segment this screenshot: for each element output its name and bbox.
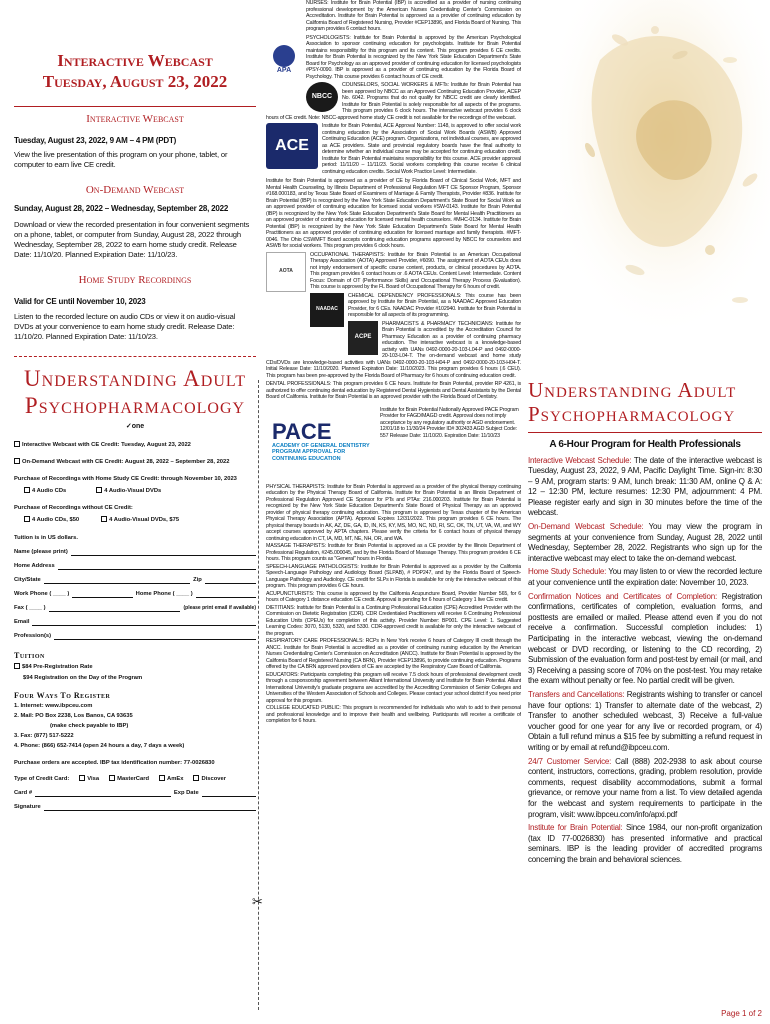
pharm-text: PHARMACISTS & PHARMACY TECHNICIANS: Institute for Brain Potential is accredited by the Accreditation Council for Pharmacy Education as a provider of continuing pharmacy education. The interactive webcast is a knowledge-based activity with UANs 0492-0000-20-103-L04-P and 0492-0000-20-103-L04-T. The on-demand webcast and home study CDs/DVDs are knowledge-based activities with UANs 0492-0000-20-103-H04-P and 0492-0000-20-103-H04-T. Initial Release Date: 11/10/2020. Planned Expiration Date: 11/10/2023. This program provides 6 hours (.6 CEU). This program has been pre-approved by the Florida Board of Pharmacy for 6 hours of continuing education credit. bbox=[266, 320, 521, 379]
diet-text: DIETITIANS: Institute for Brain Potential is a Continuing Professional Education (CPE) Accredited Provider with the Commission on Dietetic Registration (CDR). CDR Credentialed Practitioners will receive 6 Continuing Professional Education Units (CPEUs) for completion of this activity. Provider Number: BP001. CPE Level: 1. Suggested Learning Codes: 3070, 5130, 5320, and 5330. CDR-approved credit is available for only the interactive webcast of the program. bbox=[266, 604, 521, 637]
checkbox[interactable] bbox=[14, 441, 20, 447]
form-title-2: Psychopharmacology bbox=[24, 392, 246, 418]
form-title-1: Understanding Adult bbox=[24, 365, 246, 391]
address-field[interactable]: Home Address bbox=[14, 562, 256, 570]
way-phone: 4. Phone: (866) 652-7414 (open 24 hours a day, 7 days a week) bbox=[14, 742, 185, 749]
card-number-field[interactable]: Card # Exp Date bbox=[14, 789, 256, 797]
cut-line bbox=[14, 356, 256, 357]
fax-field[interactable]: Fax ( ____ ) (please print email if available) bbox=[14, 604, 256, 611]
webcast-schedule: Interactive Webcast Schedule: The date of the interactive webcast is Tuesday, August 23, 2022, 9 AM, Pacific Daylight Time. Sign-in: 8:30 – 9 AM, program starts: 9 AM, lunch break: 11:30 AM, online Q & A: 12 – 12:30 PM, lecture resumes: 12:30 PM, adjournment: 4 PM. Please register early and sign in 30 minutes before the time of the webcast. bbox=[528, 455, 762, 518]
way-mail: 2. Mail: PO Box 2238, Los Banos, CA 93635 bbox=[14, 712, 133, 719]
profession-field[interactable]: Profession(s) bbox=[14, 632, 256, 640]
program-title-1: Understanding Adult bbox=[528, 378, 737, 402]
dental-text: DENTAL PROFESSIONALS: This program provides 6 CE hours. Institute for Brain Potential, provider RP 4261, is authorized to offer continuing dental education by Registered Dental Hygienists and Dental Assistants by the Dental Board of California. Institute for Brain Potential is an approved provider with the Florida Board of Dentistry. bbox=[266, 381, 521, 400]
tuition-note: Tuition is in US dollars. bbox=[14, 534, 78, 541]
ondemand-date: Sunday, August 28, 2022 – Wednesday, September 28, 2022 bbox=[14, 204, 229, 214]
naadac-logo: NAADAC bbox=[310, 293, 344, 327]
home-study-text: Listen to the recorded lecture on audio CDs or view it on audio-visual DVDs at your convenience to earn home study credit. Release Date: 11/10/20. Planned Expiration Date: 11/10/23. bbox=[14, 311, 236, 341]
home-study-schedule: Home Study Schedule: You may listen to or view the recorded lecture at your convenience until the expiration date: November 10, 2023. bbox=[528, 567, 762, 588]
ways-heading: Four Ways To Register bbox=[14, 690, 111, 700]
amex-option[interactable]: AmEx bbox=[159, 775, 183, 783]
college-text: COLLEGE EDUCATED PUBLIC: This program is recommended for individuals who wish to add to their personal and professional knowledge and to improve their health and wellbeing. Participants will receive a certificate of completion for 6 hours. bbox=[266, 705, 521, 724]
tuition-heading: Tuition bbox=[14, 650, 45, 660]
purchase-no-ce-label: Purchase of Recordings without CE Credit: bbox=[14, 504, 133, 511]
acpe-logo: ACPE bbox=[348, 321, 378, 355]
webcast-date-title: Tuesday, August 23, 2022 bbox=[42, 72, 228, 91]
educ-text: EDUCATORS: Participants completing this program will receive 7.5 clock hours of professional development credit through a cosponsorship agreement between Alliant International University and Institute for Brain Potential. Alliant International University's graduate programs are accredited by the Accrediting Commission of Senior Colleges and Universities of the Western Association of Schools and Colleges. Please contact your school district if you need prior approval for this program. bbox=[266, 671, 521, 704]
ace-logo: ACE bbox=[266, 123, 318, 169]
customer-service-info: 24/7 Customer Service: Call (888) 202-2938 to ask about course content, instructors, corrections, grading, problem resolution, provide comments, request disability accommodations, submit a formal grievance, or remove your name from a list. To view detailed agenda for the webcast and system requirements to participate in the program, visit: www.ibpceu.com/info/apxi.pdf bbox=[528, 756, 762, 819]
counselors-text: COUNSELORS, SOCIAL WORKERS & MFTs: Institute for Brain Potential has been approved by NBCC as an Approved Continuing Education Provider, ACEP No. 6042. Programs that do not qualify for NBCC credit are clearly identified. Institute for Brain Potential is solely responsible for all aspects of the programs. This program provides 6 clock hours. The interactive webcast provides 6 clock hours of CE credit. Note: NBCC-approved home study CE credit is not available for the recordings of the webcast. bbox=[266, 82, 521, 121]
city-zip-field[interactable]: City/State Zip bbox=[14, 576, 256, 584]
purchase-ce-label: Purchase of Recordings with Home Study CE Credit: through November 10, 2023 bbox=[14, 475, 237, 482]
pace-logo: PACE ACADEMY OF GENERAL DENTISTRY PROGRAM APPROVAL FOR CONTINUING EDUCATION bbox=[272, 419, 370, 462]
mastercard-option[interactable]: MasterCard bbox=[109, 775, 149, 783]
ondemand-schedule: On-Demand Webcast Schedule: You may view the program in segments at your convenience from Sunday, August 28, 2022 until Wednesday, September 28, 2022. Registrants who sign up for the interactive webcast may elect to take the on-demand webcast. bbox=[528, 522, 762, 563]
ace-text: Institute for Brain Potential, ACE Approval Number: 1148, is approved to offer social work continuing education by the Association of Social Work Boards (ASWB) Approved Continuing Education (ACE) program. Organizations, not individual courses, are approved as ACE providers. State and provincial regulatory boards have the final authority to determine whether an individual course may be accepted for continuing education credit. Institute for Brain Potential maintains responsibility for this course. ACE provider approval period: 11/11/20 – 11/11/23. Social workers completing this course receive 6 clinical continuing education credits. Social Work Practice Level: Intermediate. bbox=[322, 123, 521, 175]
ondemand-heading: On-Demand Webcast bbox=[85, 183, 185, 196]
pace-text: Institute for Brain Potential Nationally Approved PACE Program Provider for FAGD/MAGD credit. Approval does not imply acceptance by any regulatory authority or AGD endorsement. 12/01/18 to 11/30/24 Provider ID# 302433 AGD Subject Code: 557 Release Date: 11/10/20. Expiration Date: 11/10/23 bbox=[380, 406, 519, 439]
card-type-row: Type of Credit Card: Visa MasterCard AmEx Discover bbox=[14, 775, 226, 782]
transfers-info: Transfers and Cancellations: Registrants wishing to transfer or cancel have four options: 1) Transfer to alternate date of the webcast, 2) Transfer to another scheduled webcast, 3) Receive a full-value voucher good for one year for any live or recorded program, or 4) Obtain a full refund minus a $15 fee by submitting a refund request in writing or by email at refund@ibpceu.com. bbox=[528, 689, 762, 752]
program-subtitle: A 6-Hour Program for Health Professionals bbox=[549, 439, 741, 450]
way-mail-note: (make check payable to IBP) bbox=[50, 722, 129, 729]
program-title-2: Psychopharmacology bbox=[528, 402, 736, 426]
acu-text: ACUPUNCTURISTS: This course is approved by the California Acupuncture Board, Provider Number 565, for 6 hours of Category 1 distance education CE credit. Approval is pending for 6 hours of Category 1 live CE credit. bbox=[266, 590, 521, 603]
divider bbox=[14, 106, 256, 107]
illinois-text: Institute for Brain Potential is approved as a provider of CE by Florida Board of Clinical Social Work, MFT and Mental Health Counseling, by Illinois Department of Professional Regulation MFT CE Sponsor Program, Sponsor #168.000183, and by Texas State Board of Examiners of Marriage & Family Therapists, Provider #836. Institute for Brain Potential (IBP) is recognized by the New York State Education Department's State Board for Social Work as an approved provider of continuing education for licensed social workers #SW-0143. Institute for Brain Potential (IBP) is recognized by the New York State Education Department's State Board for Mental Health Practitioners as an approved provider of continuing education for licensed mental health counselors. #MHC-0134. Institute for Brain Potential (IBP) is recognized by the New York State Education Department's State Board for Mental Health Practitioners as an approved provider of continuing education for licensed marriage and family therapists. #MFT-0046. The Ohio CSWMFT Board accepts continuing education programs approved by NBCC for counselors and ASWB for social workers. This program provides 6 clock hours. bbox=[266, 178, 521, 249]
signature-field[interactable]: Signature bbox=[14, 803, 256, 811]
home-study-heading: Home Study Recordings bbox=[78, 274, 192, 287]
phone-fields[interactable]: Work Phone ( ____ ) Home Phone ( ____ ) bbox=[14, 590, 256, 598]
registration-form bbox=[14, 423, 256, 811]
ibp-info: Institute for Brain Potential: Since 1984, our non-profit organization (tax ID 77-0026830) has presented informative and practical seminars. IBP is the leading provider of accredited programs concerning the brain and behavioral sciences. bbox=[528, 823, 762, 864]
interactive-heading: Interactive Webcast bbox=[86, 113, 184, 125]
chem-text: CHEMICAL DEPENDENCY PROFESSIONALS: This course has been approved by Institute for Brain Potential, as a NAADAC Approved Education Provider, for 6 CEs. NAADAC Provider #102940. Institute for Brain Potential is responsible for all aspects of its programming. bbox=[348, 292, 521, 318]
day-reg-rate: $94 Registration on the Day of the Program bbox=[23, 674, 143, 681]
name-field[interactable]: Name (please print) bbox=[14, 548, 256, 556]
pt-text: PHYSICAL THERAPISTS: Institute for Brain Potential is approved as a provider of the physical therapy continuing education by the Physical Therapy Board of California. Institute for Brain Potential is an Illinois Department of Professional Regulation Approved CE Sponsor for PTs and PTAs: 216.000203. Institute for Brain Potential is recognized by the New York State Education Department's State Board of Physical Therapy as an approved provider of physical therapy continuing education. This program is approved by Texas chapter of the American Physical Therapy Association (APTA). Approval Expires 12/31/2022. This program provides 6 CE hours. The physical therapy boards in AK, AZ, DE, GA, ID, IN, KS, KY, MS, MO, NC, ND, RI, SC, OK, TN, UT, VA, WI, and WY accept courses approved by APTA chapters. Please verify the criteria for 6 contact hours of physical therapy continuing education in CT, IA, MD, MT, NE, NH, OR, and WA. bbox=[266, 483, 521, 542]
resp-text: RESPIRATORY CARE PROFESSIONALS: RCPs in New York receive 6 hours of Category III credit through the ANCC. Institute for Brain Potential is accredited as a provider of continuing nursing education by the American Nurses Credentialing Center's Commission on Accreditation (ANCC). Institute for Brain Potential is approved by the California Board of Registered Nursing (CA BRN), Provider #CEP13896, to provide continuing education. Programs offered by the CA BRN approved providers of CE are accepted by the Respiratory Care Board of California. bbox=[266, 638, 521, 670]
program-info-column bbox=[528, 0, 762, 1024]
po-note: Purchase orders are accepted. IBP tax identification number: 77-0026830 bbox=[14, 759, 215, 766]
interactive-date: Tuesday, August 23, 2022, 9 AM – 4 PM (PDT) bbox=[14, 135, 177, 145]
option-dvd-no-ce[interactable]: 4 Audio-Visual DVDs, $75 bbox=[101, 516, 179, 524]
option-pre-reg[interactable]: $84 Pre-Registration Rate bbox=[14, 663, 256, 671]
option-cd-ce[interactable]: 4 Audio CDs bbox=[24, 487, 66, 495]
nbcc-logo: NBCC bbox=[306, 82, 338, 112]
way-internet: 1. Internet: www.ibpceu.com bbox=[14, 702, 93, 709]
registration-column bbox=[14, 0, 256, 1024]
ot-text: OCCUPATIONAL THERAPISTS: Institute for Brain Potential is an American Occupational Therapy Association (AOTA) Approved Provider, #6090. The assignment of AOTA CEUs does not imply endorsement of specific course content, products, or clinical procedures by AOTA. This program provides 6 contact hours or .6 AOTA CEUs. Content Level: Intermediate. Content Focus: Domain of OT (Performance Skills) and Occupational Therapy Process (Evaluation). This course is approved by the FL Board of Occupational Therapy for 6 hours of credit. bbox=[310, 251, 521, 290]
webcast-title: Interactive Webcast bbox=[57, 51, 213, 70]
discover-option[interactable]: Discover bbox=[193, 775, 226, 783]
visa-option[interactable]: Visa bbox=[79, 775, 99, 783]
option-interactive[interactable]: Interactive Webcast with CE Credit: Tuesday, August 23, 2022 bbox=[14, 441, 256, 449]
interactive-text: View the live presentation of this program on your phone, tablet, or computer to earn live CE credit. bbox=[14, 149, 228, 169]
divider bbox=[528, 432, 762, 433]
accreditation-column bbox=[266, 0, 521, 1024]
way-fax: 3. Fax: (877) 517-5222 bbox=[14, 732, 74, 739]
psych-text: PSYCHOLOGISTS: Institute for Brain Potential is approved by the American Psychological Association to sponsor continuing education for psychologists. Institute for Brain Potential maintains responsibility for this program and its content. This program provides 6 CE credits. Institute for Brain Potential is recognized by the New York State Education Department's State Board for Psychology as an approved provider of continuing education for licensed psychologists #PSY-0090. IBP is approved as a provider of continuing education by the Florida Board of Psychology. This course provides 6 contact hours of CE credit. bbox=[306, 34, 521, 80]
confirmation-info: Confirmation Notices and Certificates of Completion: Registration confirmations, certificates of completion, evaluation forms, and posttests are emailed or mailed. Please attend even if you do not receive a confirmation. Successful completion includes: 1) Participating in the interactive webcast, viewing the on-demand webcast or DVD recording, or listening to the CD recording, 2) Submission of the evaluation form and post-test by email (or mail, and 3) Receiving a passing score of 70% on the post-test. You may retake the exam without penalty or fee. No partial credit will be given. bbox=[528, 591, 762, 686]
speech-text: SPEECH-LANGUAGE PATHOLOGISTS: Institute for Brain Potential is approved as a provider by the California Speech-Language Pathology and Audiology Board (SLPAB), # PDP247, and by the Florida Board of Speech-Language Pathology and Audiology. CE credit for SLPs in Florida is available for only the interactive webcast of this program. This program provides 6 CE hours. bbox=[266, 563, 521, 589]
nurses-text: NURSES: Institute for Brain Potential (IBP) is accredited as a provider of nursing continuing professional development by the American Nurses Credentialing Center's Commission on Accreditation. Institute for Brain Potential is approved as a provider of continuing education by California Board of Registered Nursing, Provider #CEP13896, and Florida Board of Nursing. This program provides 6 contact hours. bbox=[306, 0, 521, 32]
home-study-valid: Valid for CE until November 10, 2023 bbox=[14, 296, 146, 306]
page-number: Page 1 of 2 bbox=[721, 1008, 762, 1018]
check-one: ✓one bbox=[125, 422, 145, 430]
option-ondemand[interactable]: On-Demand Webcast with CE Credit: August 28, 2022 – September 28, 2022 bbox=[14, 458, 256, 466]
scissors-icon: ✂ bbox=[252, 894, 263, 909]
apa-logo: APA bbox=[266, 40, 302, 80]
checkbox[interactable] bbox=[14, 458, 20, 464]
ondemand-text: Download or view the recorded presentation in four convenient segments on a phone, tablet, or computer from Sunday, August 28, 2022 through Wednesday, September 28, 2022 to earn home study credit. Release Date: 11/10/20. Planned Expiration Date: 11/10/23. bbox=[14, 220, 250, 260]
cut-line-vertical bbox=[258, 380, 259, 1010]
aota-logo: AOTA bbox=[266, 252, 306, 292]
option-cd-no-ce[interactable]: 4 Audio CDs, $50 bbox=[24, 516, 79, 524]
option-dvd-ce[interactable]: 4 Audio-Visual DVDs bbox=[96, 487, 161, 495]
massage-text: MASSAGE THERAPISTS: Institute for Brain Potential is approved as a CE provider by the Illinois Department of Professional Regulation, #245.000045, and by the Florida Board of Massage Therapy. This program provides 6 CE hours. This program counts as "General" hours in Florida. bbox=[266, 543, 521, 562]
email-field[interactable]: Email bbox=[14, 618, 256, 626]
